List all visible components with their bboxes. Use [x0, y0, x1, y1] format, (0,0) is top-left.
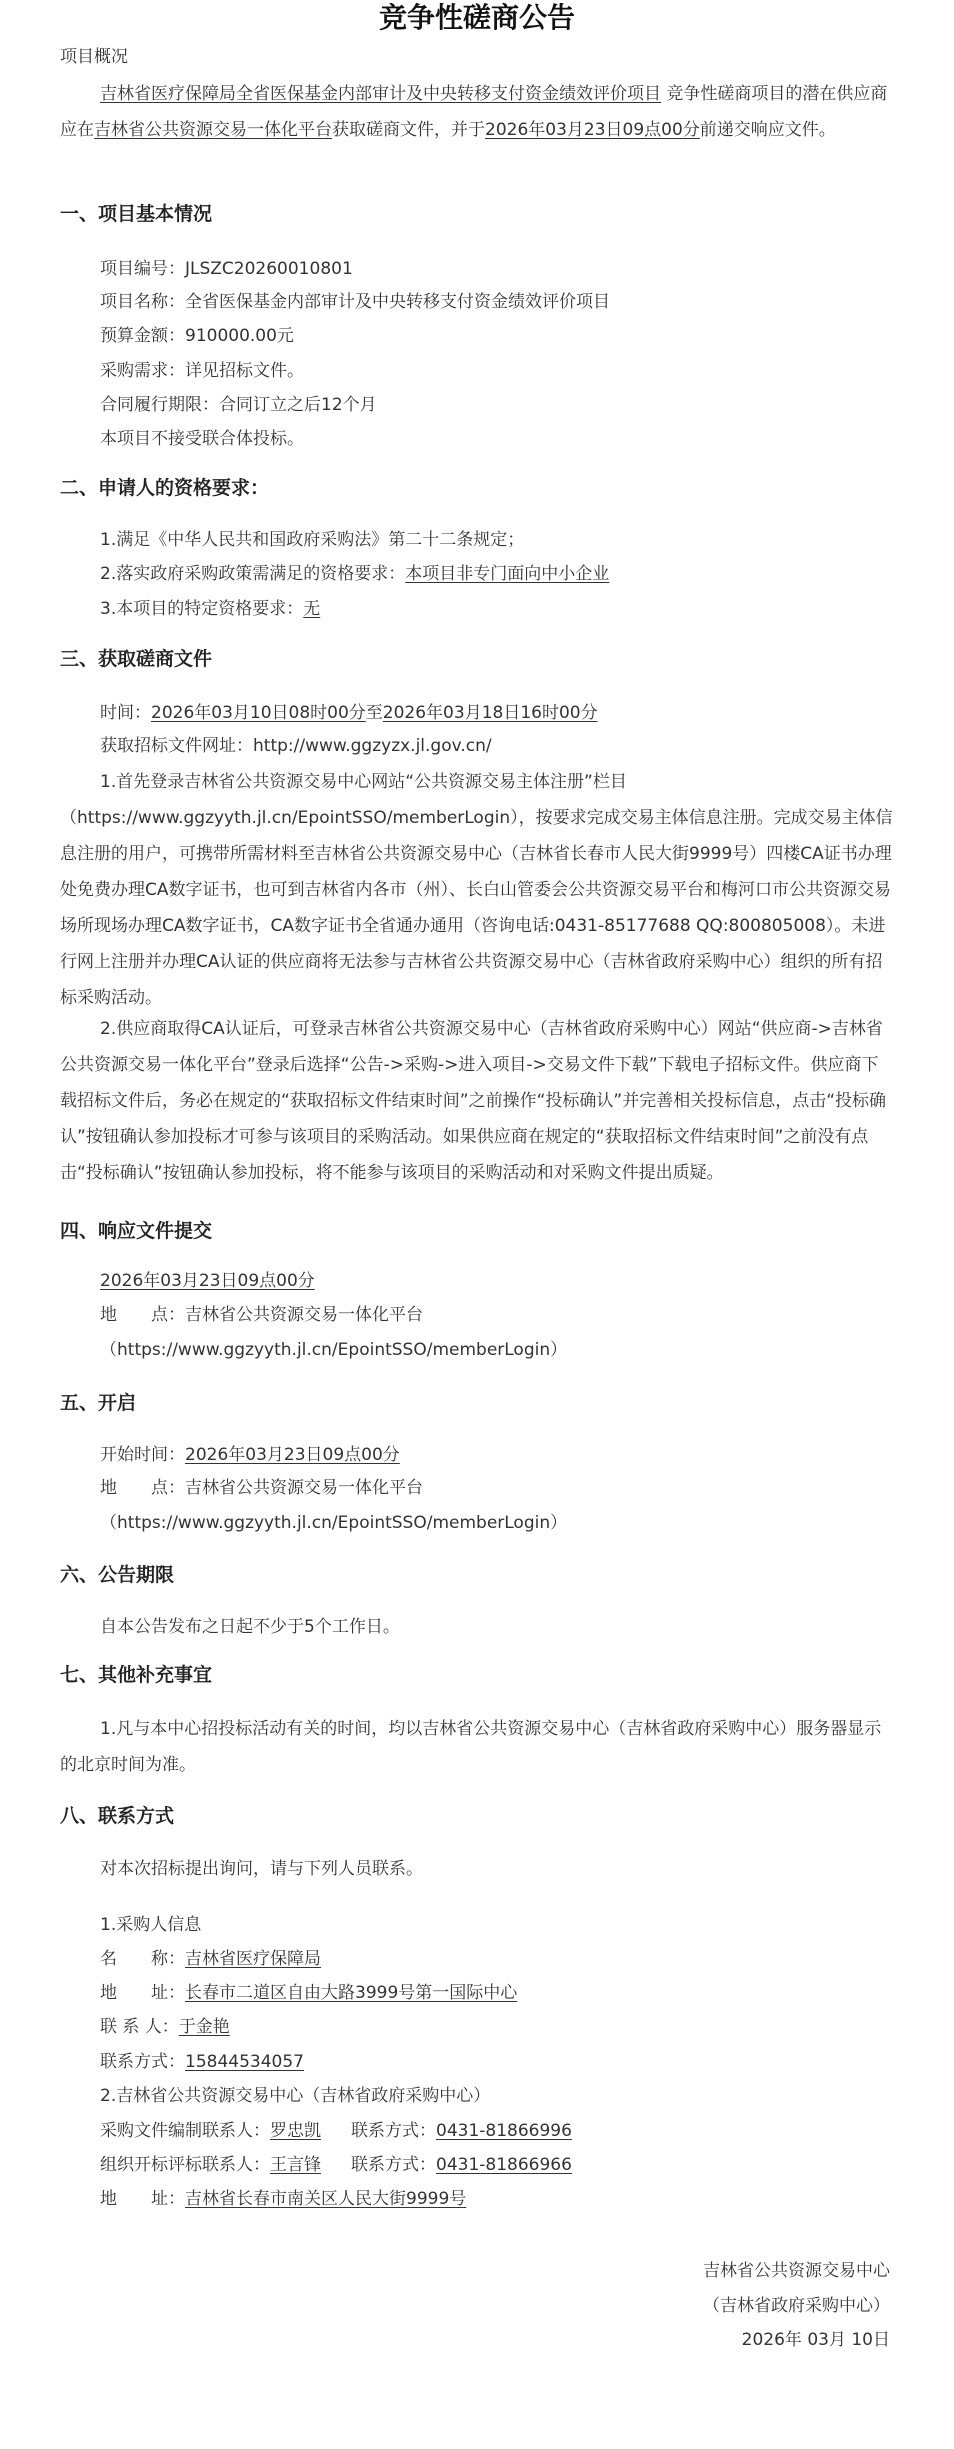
- section-3-heading: 三、获取磋商文件: [60, 648, 213, 670]
- section-2-heading: 二、申请人的资格要求：: [60, 477, 270, 499]
- organizer-contact: 组织开标评标联系人：王言锋 联系方式：0431-81866966: [100, 2155, 572, 2175]
- acquisition-end: 2026年03月18日16时00分: [382, 703, 598, 723]
- overview-deadline: 2026年03月23日09点00分: [485, 120, 700, 140]
- acquisition-step-1: 1.首先登录吉林省公共资源交易中心网站“公共资源交易主体注册”栏目（https://www.ggzyyth.jl.cn/EpointSSO/memberLogin），按要求完成交易主体信息注册。完成交易主体信息注册的用户，可携带所需材料至吉林省公共资源交易中心（吉林省长春市人民大街9999号）四楼CA证书办理处免费办理CA数字证书，也可到吉林省内各市（州）、长白山管委会公共资源交易平台和梅河口市公共资源交易场所现场办理CA数字证书，CA数字证书全省通办通用（咨询电话:0431-85177688 QQ:800805008）。未进行网上注册并办理CA认证的供应商将无法参与吉林省公共资源交易中心（吉林省政府采购中心）组织的所有招标采购活动。: [60, 772, 893, 1008]
- signature-org: 吉林省公共资源交易中心: [703, 2261, 890, 2281]
- buyer-address: 地 址：长春市二道区自由大路3999号第一国际中心: [100, 1983, 518, 2003]
- project-demand: 采购需求：详见招标文件。: [100, 361, 304, 381]
- opening-place: 地 点：吉林省公共资源交易一体化平台: [100, 1478, 423, 1498]
- overview-paragraph: 吉林省医疗保障局全省医保基金内部审计及中央转移支付资金绩效评价项目 竞争性磋商项目的潜在供应商应在吉林省公共资源交易一体化平台获取磋商文件，并于2026年03月23日09点00分前递交响应文件。: [60, 84, 888, 140]
- buyer-phone: 联系方式：15844534057: [100, 2052, 304, 2072]
- acquisition-start: 2026年03月10日08时00分: [151, 703, 366, 723]
- project-name: 项目名称：全省医保基金内部审计及中央转移支付资金绩效评价项目: [100, 292, 610, 312]
- consortium-note: 本项目不接受联合体投标。: [100, 429, 304, 449]
- submission-place: 地 点：吉林省公共资源交易一体化平台: [100, 1305, 423, 1325]
- opening-time: 开始时间：2026年03月23日09点00分: [100, 1445, 400, 1465]
- overview-heading: 项目概况: [60, 47, 128, 67]
- project-budget: 预算金额：910000.00元: [100, 326, 294, 346]
- qualification-item-1: 1.满足《中华人民共和国政府采购法》第二十二条规定；: [100, 530, 525, 550]
- qualification-item-2: 2.落实政府采购政策需满足的资格要求：本项目非专门面向中小企业: [100, 564, 610, 584]
- agency-title: 2.吉林省公共资源交易中心（吉林省政府采购中心）: [100, 2086, 491, 2106]
- buyer-title: 1.采购人信息: [100, 1915, 202, 1935]
- acquisition-step-2: 2.供应商取得CA认证后，可登录吉林省公共资源交易中心（吉林省政府采购中心）网站“供应商->吉林省公共资源交易一体化平台”登录后选择“公告->采购->进入项目->交易文件下载”下载电子招标文件。供应商下载招标文件后，务必在规定的“获取招标文件结束时间”之前操作“投标确认”并完善相关投标信息，点击“投标确认”按钮确认参加投标才可参与该项目的采购活动。如果供应商在规定的“获取招标文件结束时间”之前没有点击“投标确认”按钮确认参加投标，将不能参与该项目的采购活动和对采购文件提出质疑。: [60, 1019, 887, 1183]
- qualification-item-2-value: 本项目非专门面向中小企业: [405, 564, 610, 584]
- contract-period: 合同履行期限：合同订立之后12个月: [100, 395, 377, 415]
- overview-platform-link[interactable]: 吉林省公共资源交易一体化平台: [94, 120, 332, 140]
- qualification-item-3-value: 无: [303, 599, 321, 619]
- buyer-name: 名 称：吉林省医疗保障局: [100, 1949, 321, 1969]
- notice-period: 自本公告发布之日起不少于5个工作日。: [100, 1617, 400, 1637]
- page-title: 竞争性磋商公告: [378, 1, 575, 34]
- acquisition-time: 时间：2026年03月10日08时00分至2026年03月18日16时00分: [100, 703, 598, 723]
- signature-date: 2026年 03月 10日: [741, 2330, 890, 2350]
- qualification-item-3: 3.本项目的特定资格要求：无: [100, 599, 321, 619]
- submission-time: 2026年03月23日09点00分: [100, 1271, 315, 1291]
- supplementary-note: 1.凡与本中心招投标活动有关的时间，均以吉林省公共资源交易中心（吉林省政府采购中心）服务器显示的北京时间为准。: [60, 1719, 882, 1775]
- opening-url[interactable]: （https://www.ggzyyth.jl.cn/EpointSSO/memberLogin）: [100, 1513, 568, 1533]
- signature-org-sub: （吉林省政府采购中心）: [703, 2296, 890, 2316]
- project-code: 项目编号：JLSZC20260010801: [100, 259, 353, 279]
- buyer-contact: 联 系 人：于金艳: [100, 2017, 230, 2037]
- agency-address: 地 址：吉林省长春市南关区人民大街9999号: [100, 2189, 467, 2209]
- submission-url[interactable]: （https://www.ggzyyth.jl.cn/EpointSSO/memberLogin）: [100, 1340, 568, 1360]
- section-4-heading: 四、响应文件提交: [60, 1220, 213, 1242]
- section-8-heading: 八、联系方式: [60, 1805, 175, 1827]
- acquisition-url: 获取招标文件网址：http://www.ggzyzx.jl.gov.cn/: [100, 736, 492, 756]
- editor-contact: 采购文件编制联系人：罗忠凯 联系方式：0431-81866996: [100, 2121, 572, 2141]
- section-1-heading: 一、项目基本情况: [60, 203, 213, 225]
- section-7-heading: 七、其他补充事宜: [60, 1664, 213, 1686]
- overview-project-name: 吉林省医疗保障局全省医保基金内部审计及中央转移支付资金绩效评价项目: [100, 84, 661, 104]
- section-5-heading: 五、开启: [60, 1392, 137, 1414]
- section-6-heading: 六、公告期限: [60, 1564, 175, 1586]
- contact-intro: 对本次招标提出询问，请与下列人员联系。: [100, 1859, 423, 1879]
